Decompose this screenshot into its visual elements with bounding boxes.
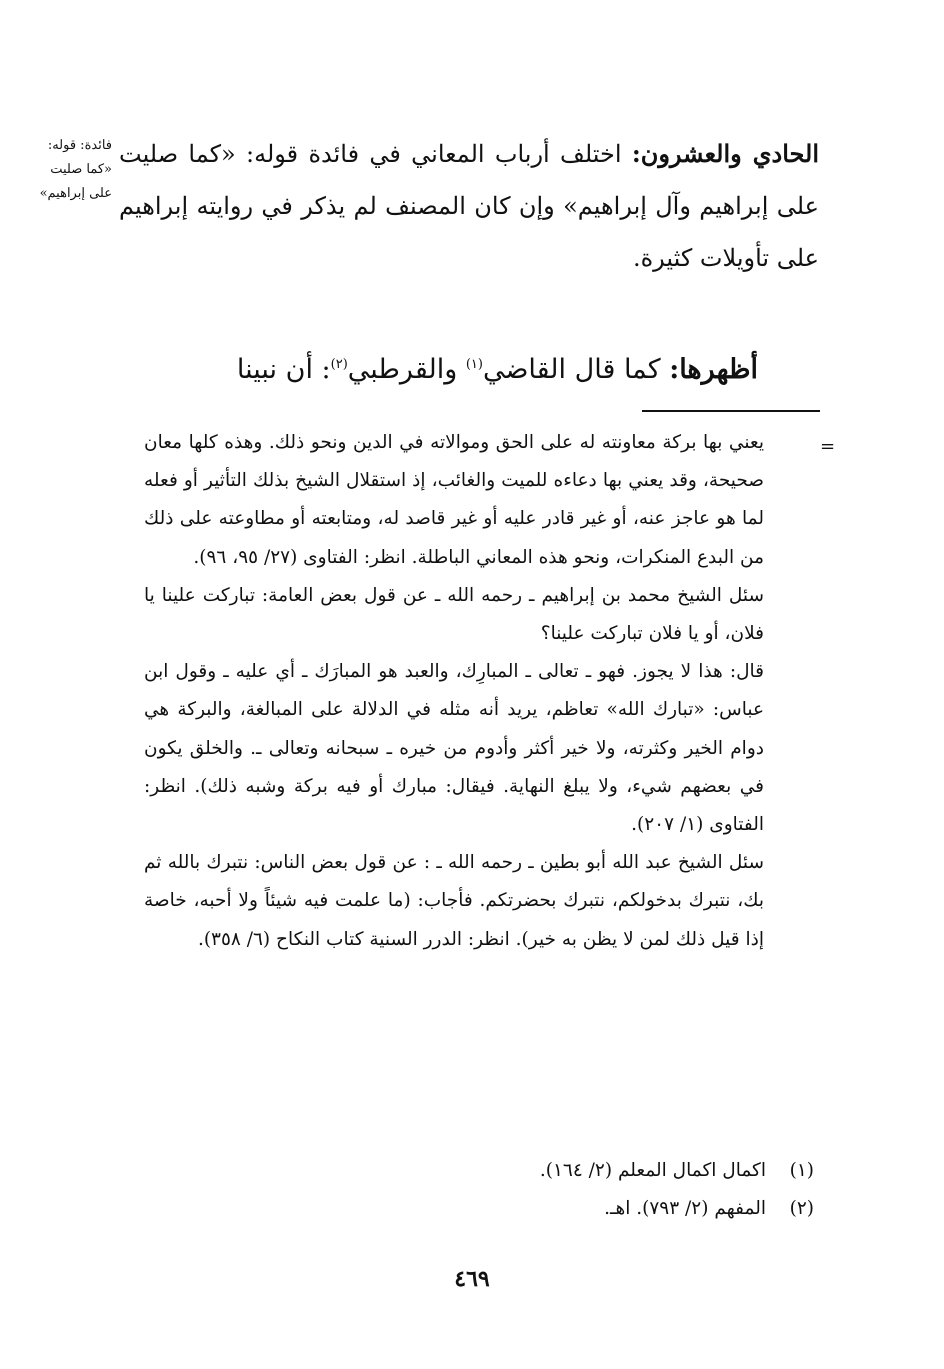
margin-note-line: على إبراهيم» <box>39 186 112 201</box>
footnote-text: اكمال اكمال المعلم (٢/ ١٦٤). <box>539 1160 766 1181</box>
paragraph-text: اختلف أرباب المعاني في فائدة قوله: «كما صليت على إبراهيم وآل إبراهيم» وإن كان المصنف لم يذكر في روايته إبراهيم على تأويلات كثيرة. <box>119 140 819 272</box>
heading-part: : أن نبينا <box>236 354 331 385</box>
footnote-text: المفهم (٢/ ٧٩٣). اهـ. <box>604 1198 766 1219</box>
footnote-paragraph: سئل الشيخ محمد بن إبراهيم ـ رحمه الله ـ عن قول بعض العامة: تباركت علينا يا فلان، أو يا فلان تباركت علينا؟ <box>144 584 764 645</box>
margin-note-line: «كما صليت <box>50 162 112 177</box>
main-paragraph <box>119 128 819 284</box>
heading-part: كما قال القاضي <box>482 354 661 385</box>
footnote-continuation <box>144 424 764 959</box>
page-number: ٤٦٩ <box>454 1266 490 1292</box>
footnote <box>124 1152 814 1190</box>
footnote-ref: (١) <box>465 357 483 372</box>
footnote-list <box>124 1152 814 1228</box>
margin-note <box>14 134 112 206</box>
heading-lead: أظهرها: <box>669 354 758 385</box>
margin-note-line: فائدة: قوله: <box>47 138 112 153</box>
footnote-number: (١) <box>789 1160 814 1181</box>
footnote-paragraph: قال: هذا لا يجوز. فهو ـ تعالى ـ المبارِك، والعبد هو المبارَك ـ أي عليه ـ وقول ابن عباس: «تبارك الله» تعاظم، يريد أنه مثله في الدلالة على المبالغة، والبركة هي دوام الخير وكثرته، ولا خير أكثر وأدوم من خيره ـ سبحانه وتعالى ـ. والخلق يكون في بعضهم شيء، ولا يبلغ النهاية. فيقال: مبارك أو فيه بركة وشبه ذلك). انظر: الفتاوى (١/ ٢٠٧). <box>144 661 764 836</box>
footnote-paragraph: سئل الشيخ عبد الله أبو بطين ـ رحمه الله ـ : عن قول بعض الناس: نتبرك بالله ثم بك، نتبرك بدخولكم، نتبرك بحضرتكم. فأجاب: (ما علمت فيه شيئاً ولا أحبه، خاصة إذا قيل ذلك لمن لا يظن به خير). انظر: الدرر السنية كتاب النكاح (٦/ ٣٥٨). <box>144 852 764 950</box>
footnote-paragraph: يعني بها بركة معاونته له على الحق وموالاته في الدين ونحو ذلك. وهذه كلها معان صحيحة، وقد يعني بها دعاءه للميت والغائب، إذ استقلال الشيخ بذلك التأثير أو فعله لما هو عاجز عنه، أو غير قادر عليه أو غير قاصد له، ومتابعته أو مطاوعته على ذلك من البدع المنكرات، ونحو هذه المعاني الباطلة. انظر: الفتاوى (٢٧/ ٩٥، ٩٦). <box>144 432 764 568</box>
footnote-ref: (٢) <box>330 357 348 372</box>
paragraph-lead: الحادي والعشرون: <box>631 139 819 168</box>
heading-part: والقرطبي <box>347 354 458 385</box>
section-heading-line <box>148 340 758 395</box>
continuation-mark: = <box>820 436 836 457</box>
footnote <box>124 1190 814 1228</box>
footnote-number: (٢) <box>789 1198 814 1219</box>
footnote-separator <box>642 410 820 412</box>
